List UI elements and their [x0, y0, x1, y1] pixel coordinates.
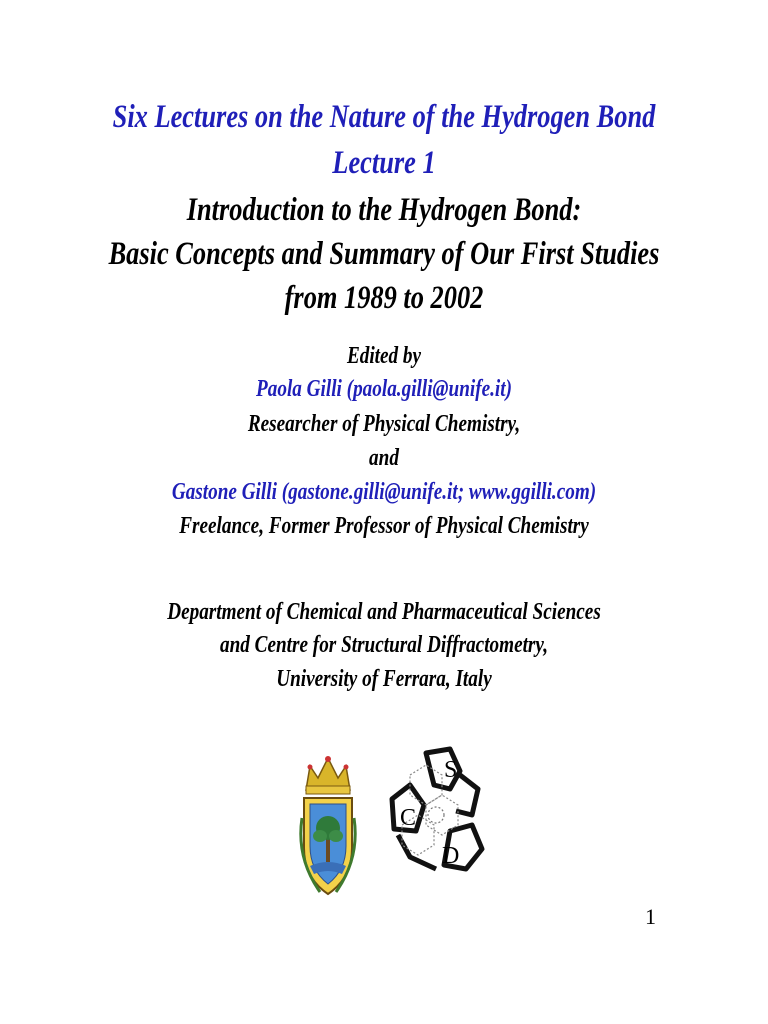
affiliation-line-1: Department of Chemical and Pharmaceutical Sciences — [167, 599, 601, 625]
lecture-number: Lecture 1 — [332, 145, 436, 181]
editors-conjunction: and — [369, 445, 399, 471]
affiliation-line-3: University of Ferrara, Italy — [276, 666, 492, 692]
editor-1-name: Paola Gilli (paola.gilli@unife.it) — [256, 376, 512, 402]
csd-logo-letter-c: C — [400, 805, 417, 831]
editor-1-role: Researcher of Physical Chemistry, — [247, 411, 521, 437]
editor-2-role: Freelance, Former Professor of Physical Chemistry — [179, 513, 589, 539]
lecture-subtitle-line-1: Introduction to the Hydrogen Bond: — [186, 192, 582, 228]
page-number: 1 — [645, 904, 656, 929]
edited-by-label: Edited by — [346, 343, 422, 369]
series-title: Six Lectures on the Nature of the Hydrogen Bond — [112, 99, 656, 135]
affiliation-line-2: and Centre for Structural Diffractometry, — [219, 632, 549, 658]
university-seal-icon — [296, 748, 360, 900]
lecture-subtitle-line-3: from 1989 to 2002 — [284, 280, 484, 316]
csd-logo-letter-s: S — [444, 757, 458, 783]
editor-2-name: Gastone Gilli (gastone.gilli@unife.it; www.ggilli.com) — [171, 479, 597, 505]
csd-logo-letter-d: D — [442, 843, 460, 869]
lecture-subtitle-line-2: Basic Concepts and Summary of Our First Studies — [108, 236, 660, 272]
csd-logo-icon — [380, 745, 496, 881]
